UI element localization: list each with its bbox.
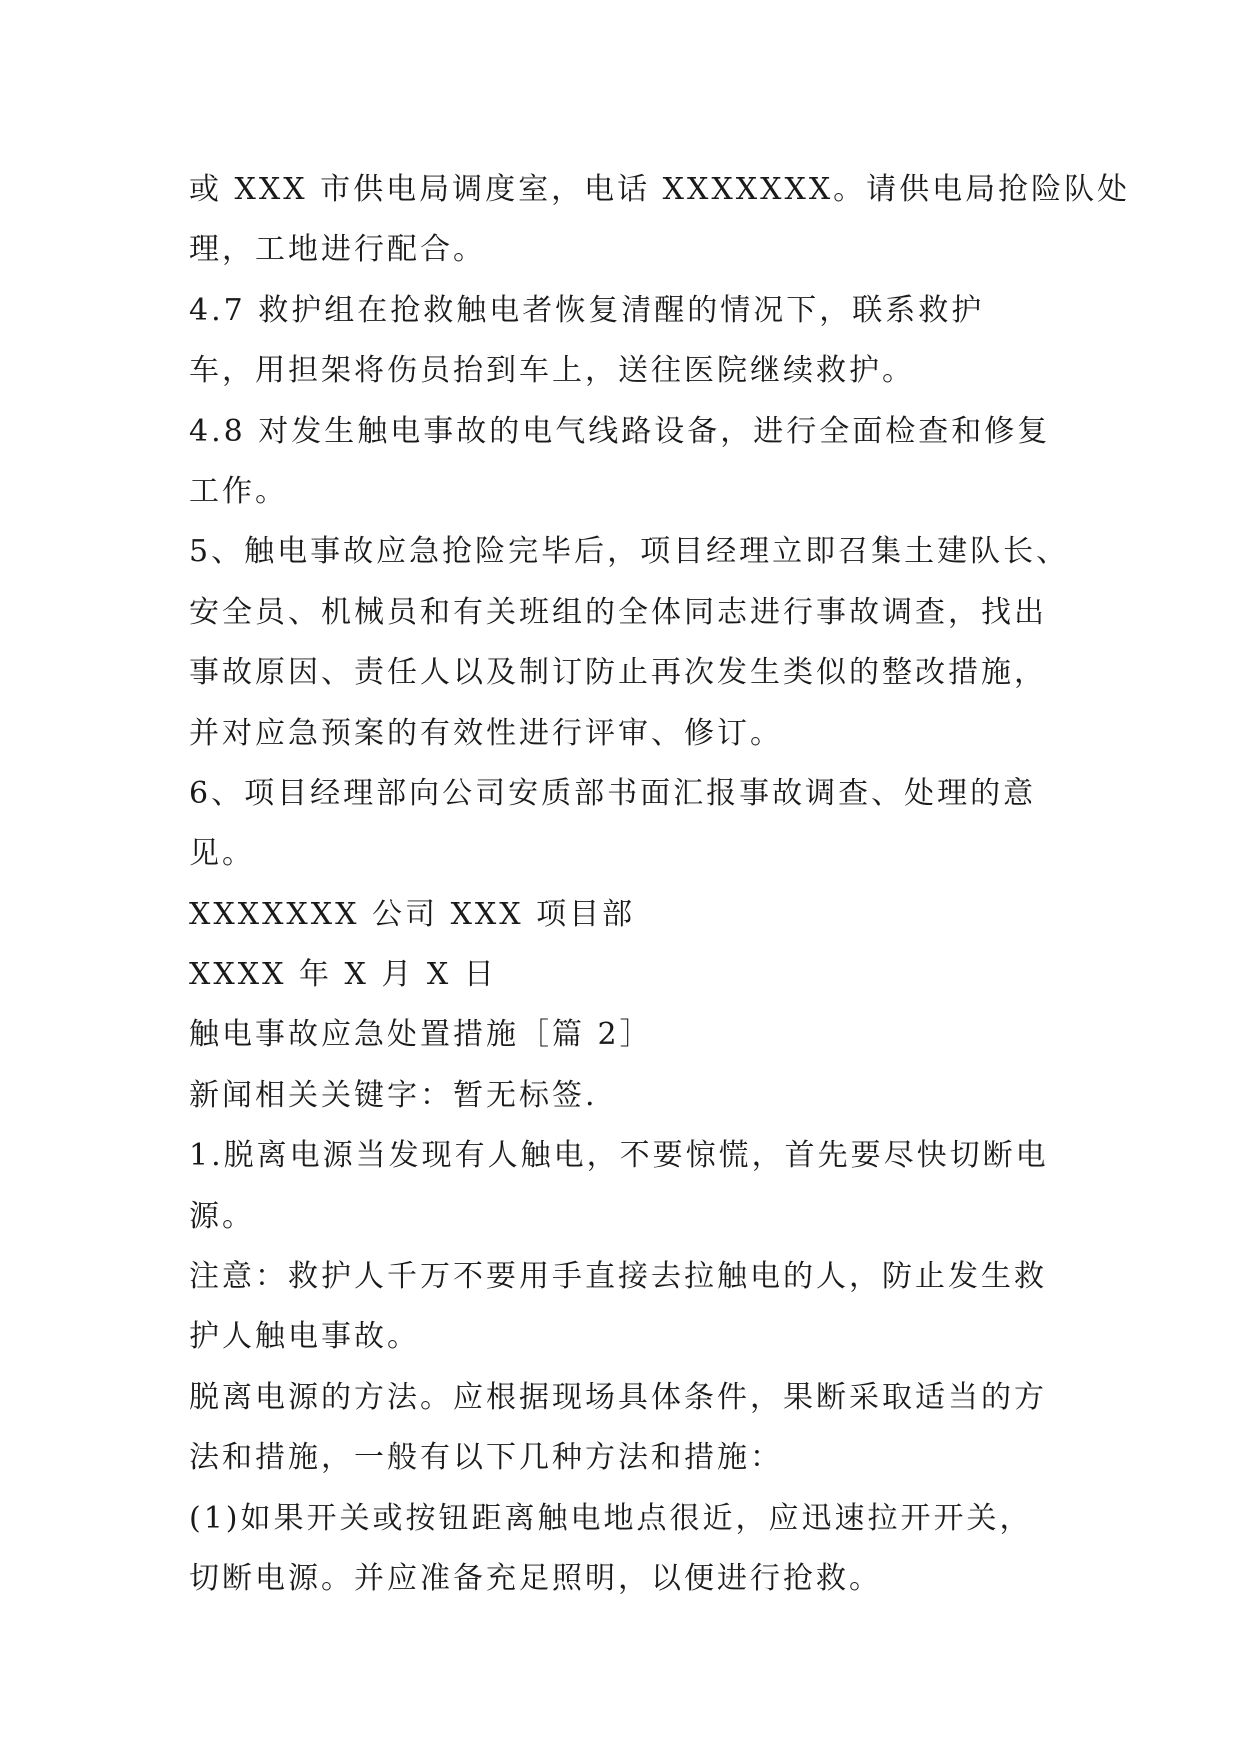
text-line: 车，用担架将伤员抬到车上，送往医院继续救护。: [189, 353, 915, 389]
text-line: 法和措施，一般有以下几种方法和措施：: [189, 1440, 783, 1476]
text-line: 6、项目经理部向公司安质部书面汇报事故调查、处理的意: [189, 775, 1037, 811]
text-line: 1.脱离电源当发现有人触电，不要惊慌，首先要尽快切断电: [189, 1138, 1049, 1174]
text-line: 并对应急预案的有效性进行评审、修订。: [189, 715, 783, 751]
text-line: 护人触电事故。: [189, 1319, 420, 1355]
keywords-line: 新闻相关关键字：暂无标签.: [189, 1077, 598, 1113]
document-body: [189, 160, 1131, 1609]
text-line: (1)如果开关或按钮距离触电地点很近，应迅速拉开开关，: [189, 1500, 1033, 1536]
signature-date: XXXX 年 X 月 X 日: [189, 957, 497, 993]
text-line: 切断电源。并应准备充足照明，以便进行抢救。: [189, 1560, 882, 1596]
text-line: 脱离电源的方法。应根据现场具体条件，果断采取适当的方: [189, 1379, 1047, 1415]
text-line: 注意：救护人千万不要用手直接去拉触电的人，防止发生救: [189, 1259, 1047, 1295]
text-line: 安全员、机械员和有关班组的全体同志进行事故调查，找出: [189, 594, 1047, 630]
text-line: 4.8 对发生触电事故的电气线路设备，进行全面检查和修复: [189, 413, 1051, 449]
text-line: 或 XXX 市供电局调度室，电话 XXXXXXX。请供电局抢险队处: [189, 172, 1131, 207]
text-line: 5、触电事故应急抢险完毕后，项目经理立即召集土建队长、: [189, 534, 1070, 570]
text-line: 4.7 救护组在抢救触电者恢复清醒的情况下，联系救护: [189, 292, 985, 328]
section-title: 触电事故应急处置措施［篇 2］: [189, 1017, 653, 1053]
text-line: 工作。: [189, 473, 288, 509]
signature-company: XXXXXXX 公司 XXX 项目部: [189, 896, 636, 932]
text-line: 见。: [189, 836, 255, 872]
text-line: 事故原因、责任人以及制订防止再次发生类似的整改措施，: [189, 655, 1047, 691]
text-line: 源。: [189, 1198, 255, 1234]
text-line: 理，工地进行配合。: [189, 232, 486, 268]
